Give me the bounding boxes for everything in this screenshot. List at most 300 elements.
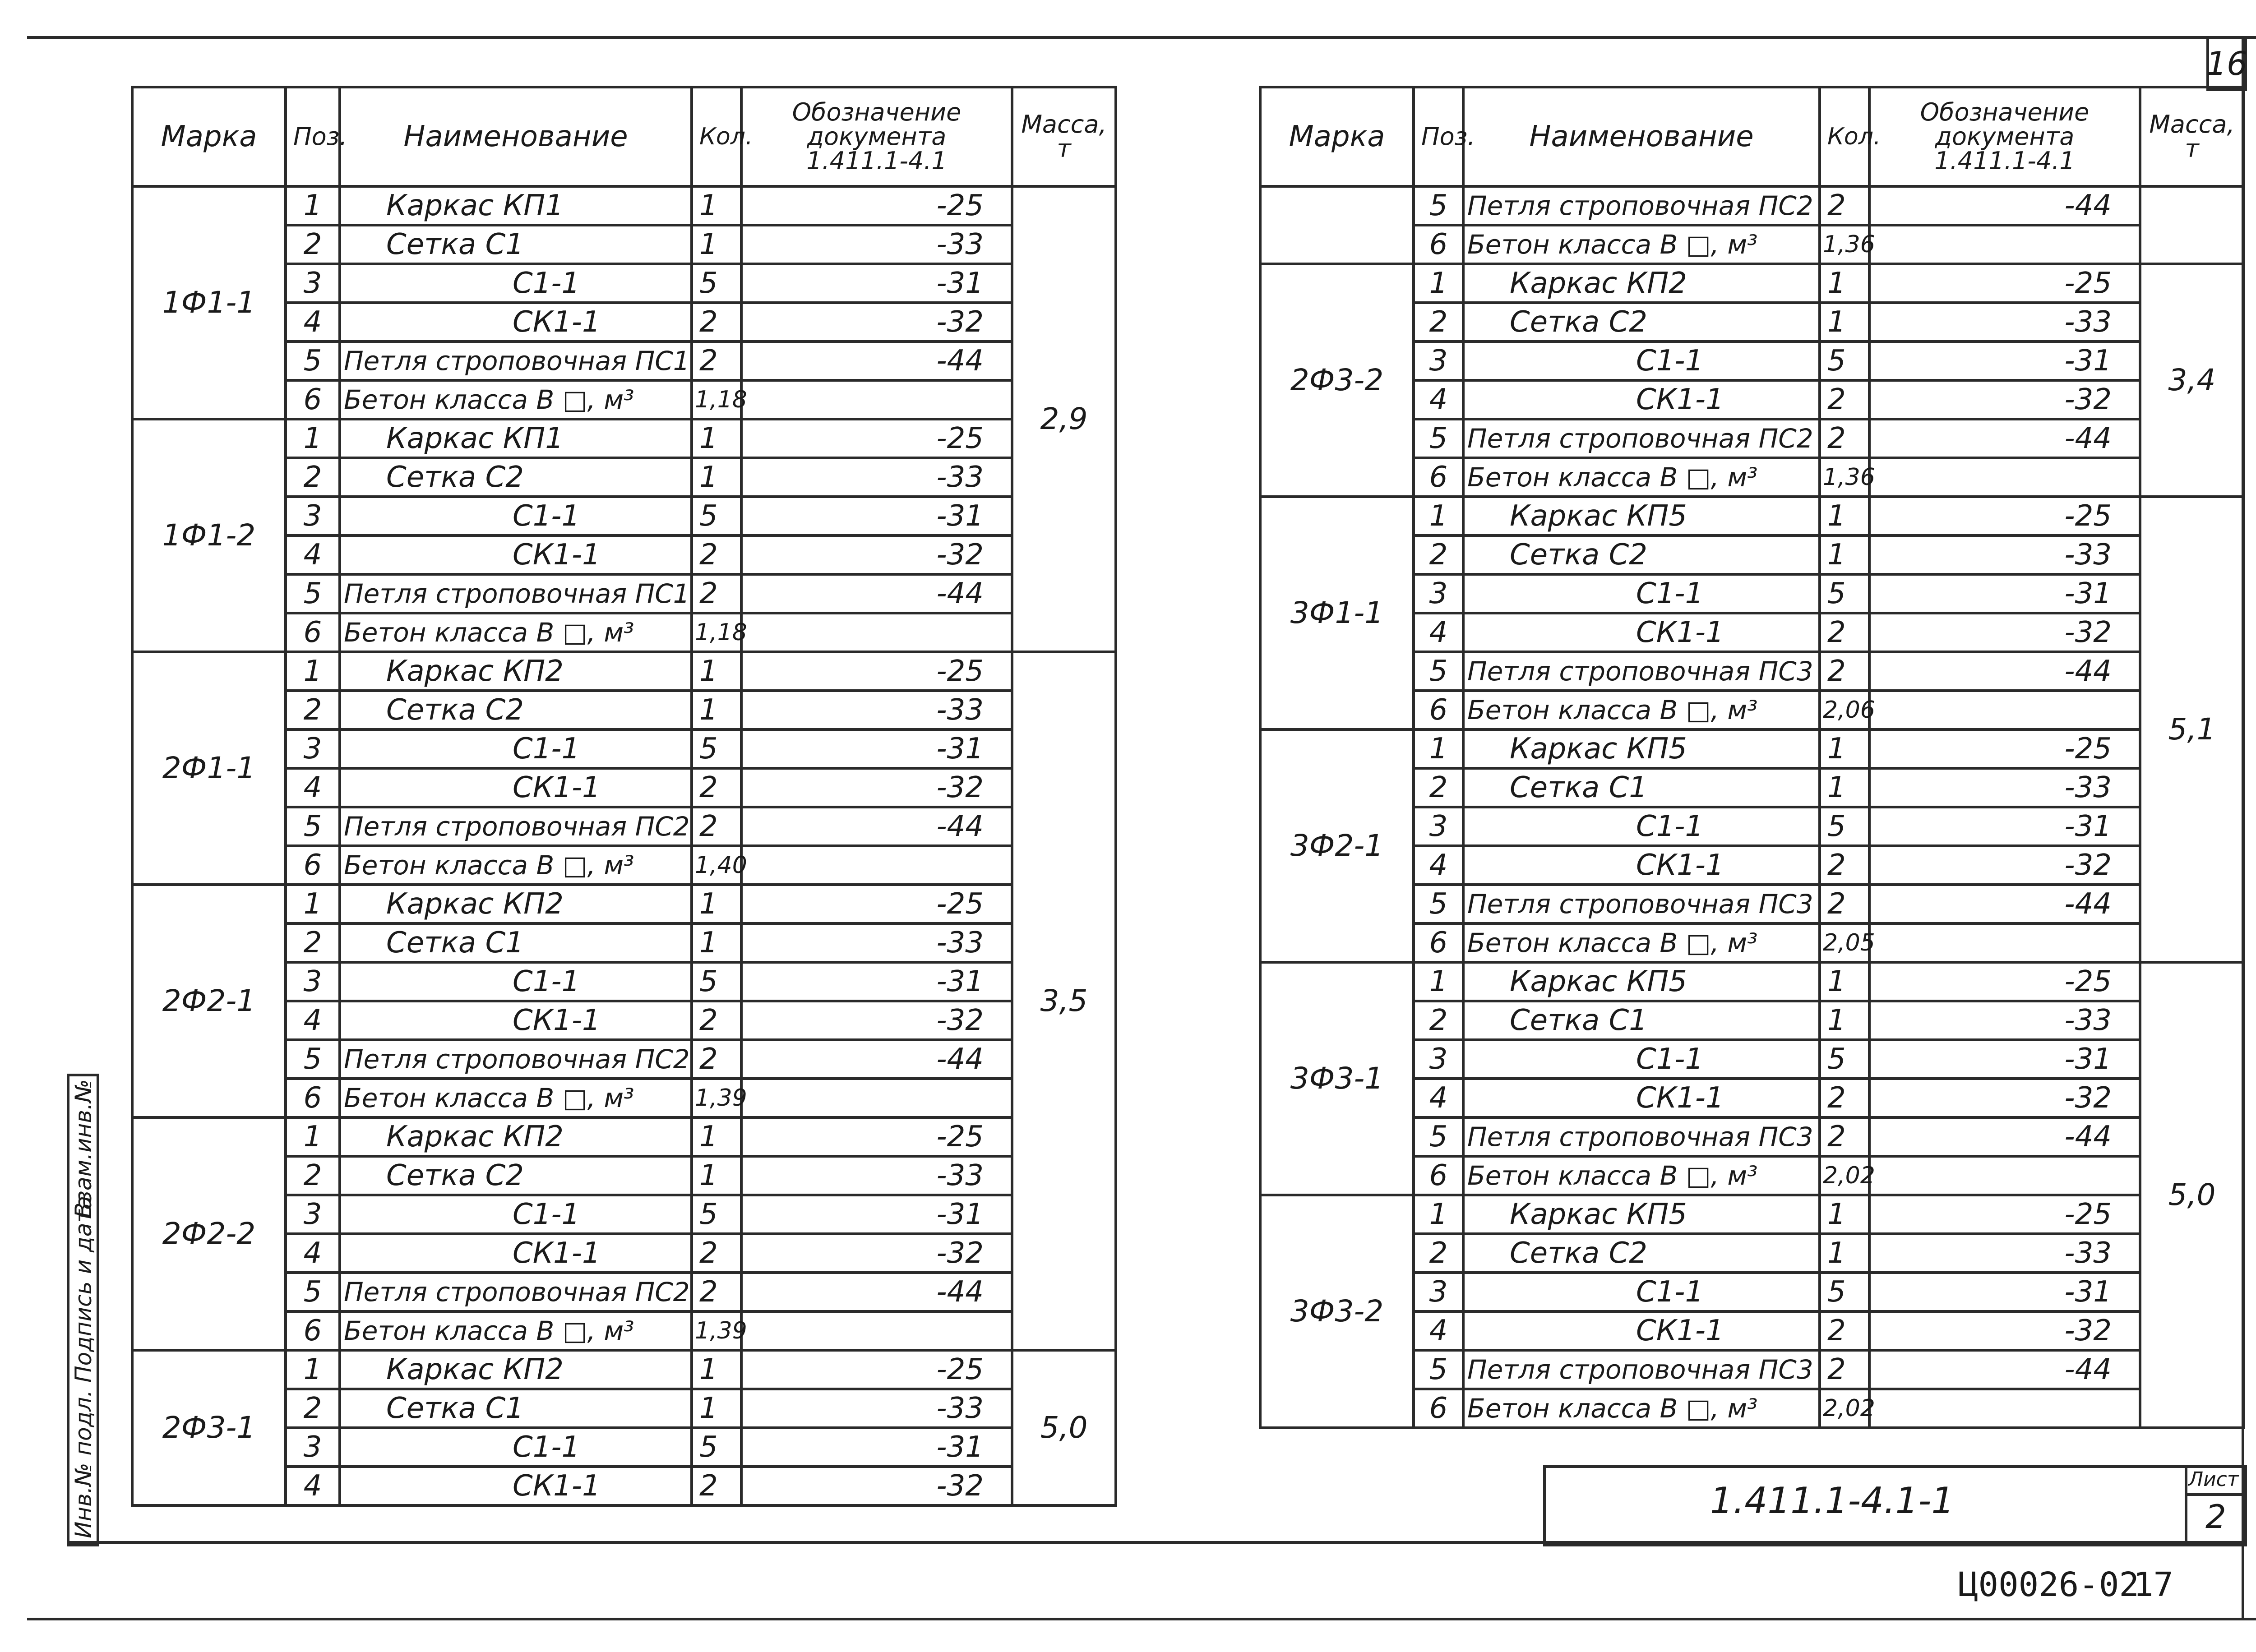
- top-frame-line: [27, 36, 2256, 39]
- position-cell: 5: [286, 1273, 340, 1311]
- quantity-cell: 2,06: [1820, 691, 1869, 729]
- designation-cell: -33: [1869, 1234, 2140, 1273]
- designation-cell: -33: [1869, 1001, 2140, 1040]
- quantity-cell: 1,40: [692, 846, 741, 885]
- designation-cell: -25: [1869, 962, 2140, 1001]
- quantity-cell: 1: [692, 691, 741, 729]
- position-cell: 6: [1414, 225, 1463, 264]
- quantity-cell: 1: [692, 652, 741, 691]
- name-cell: С1-1: [340, 1195, 692, 1234]
- designation-cell: -33: [741, 1156, 1012, 1195]
- designation-cell: -32: [741, 1234, 1012, 1273]
- designation-cell: -25: [741, 652, 1012, 691]
- position-cell: 6: [1414, 691, 1463, 729]
- position-cell: 4: [1414, 846, 1463, 885]
- position-cell: 5: [1414, 1117, 1463, 1156]
- name-cell: С1-1: [340, 497, 692, 535]
- header-oboz: [1869, 87, 2140, 186]
- position-cell: 3: [1414, 1040, 1463, 1079]
- position-cell: 4: [286, 535, 340, 574]
- table-row: [132, 885, 1116, 923]
- quantity-cell: 1: [1820, 303, 1869, 341]
- table-row: [132, 419, 1116, 458]
- header-marka: Марка: [1260, 87, 1414, 186]
- name-cell: С1-1: [340, 1428, 692, 1467]
- position-cell: 6: [1414, 1389, 1463, 1428]
- table-row: [1260, 497, 2244, 535]
- quantity-cell: 1: [692, 1350, 741, 1389]
- quantity-cell: 1: [1820, 264, 1869, 303]
- left-table-header: [132, 87, 1116, 186]
- name-cell: СК1-1: [340, 535, 692, 574]
- quantity-cell: 1: [692, 186, 741, 225]
- designation-cell: -33: [741, 458, 1012, 497]
- name-cell: СК1-1: [1463, 1311, 1820, 1350]
- mass-cell: 5,0: [2140, 962, 2244, 1428]
- position-cell: 2: [286, 1389, 340, 1428]
- left-table-body: [132, 186, 1116, 1505]
- header-pos: Поз.: [1414, 87, 1463, 186]
- quantity-cell: 2: [1820, 1311, 1869, 1350]
- name-cell: СК1-1: [1463, 1079, 1820, 1117]
- designation-cell: -44: [1869, 1117, 2140, 1156]
- designation-cell: -33: [741, 923, 1012, 962]
- name-cell: Каркас КП5: [1463, 497, 1820, 535]
- archive-page: 17: [2133, 1565, 2174, 1604]
- name-cell: Каркас КП5: [1463, 962, 1820, 1001]
- header-mass: [2140, 87, 2244, 186]
- quantity-cell: 5: [1820, 1273, 1869, 1311]
- position-cell: 3: [1414, 807, 1463, 846]
- position-cell: 2: [1414, 1001, 1463, 1040]
- designation-cell: [741, 1079, 1012, 1117]
- designation-cell: -33: [1869, 303, 2140, 341]
- designation-cell: -31: [741, 1195, 1012, 1234]
- quantity-cell: 1,36: [1820, 458, 1869, 497]
- position-cell: 2: [286, 691, 340, 729]
- header-name: Наименование: [340, 87, 692, 186]
- name-cell: Сетка С2: [1463, 303, 1820, 341]
- position-cell: 6: [286, 1079, 340, 1117]
- name-cell: С1-1: [1463, 574, 1820, 613]
- position-cell: 5: [1414, 186, 1463, 225]
- right-table-header: [1260, 87, 2244, 186]
- list-cell-divider: [2185, 1493, 2242, 1496]
- quantity-cell: 1: [692, 1117, 741, 1156]
- position-cell: 1: [286, 1117, 340, 1156]
- designation-cell: [1869, 1156, 2140, 1195]
- designation-cell: -25: [1869, 729, 2140, 768]
- quantity-cell: 1: [692, 225, 741, 264]
- name-cell: Бетон класса В □, м³: [340, 380, 692, 419]
- designation-cell: -31: [741, 729, 1012, 768]
- quantity-cell: 2: [1820, 1350, 1869, 1389]
- name-cell: Бетон класса В □, м³: [340, 1079, 692, 1117]
- designation-cell: [741, 613, 1012, 652]
- position-cell: 4: [286, 1234, 340, 1273]
- name-cell: СК1-1: [1463, 846, 1820, 885]
- header-oboz-line2: документа: [807, 122, 947, 151]
- quantity-cell: 2,02: [1820, 1389, 1869, 1428]
- header-kol: Кол.: [692, 87, 741, 186]
- quantity-cell: 2: [1820, 186, 1869, 225]
- name-cell: Петля строповочная ПС3: [1463, 1117, 1820, 1156]
- quantity-cell: 5: [1820, 341, 1869, 380]
- name-cell: СК1-1: [1463, 380, 1820, 419]
- header-mass-line1: Масса,: [2149, 110, 2235, 138]
- position-cell: 3: [286, 264, 340, 303]
- header-mass-line2: т: [1057, 134, 1071, 163]
- marka-cell: 1Ф1-1: [132, 186, 286, 419]
- position-cell: 4: [286, 1001, 340, 1040]
- mass-cell: 5,1: [2140, 497, 2244, 962]
- name-cell: Каркас КП2: [1463, 264, 1820, 303]
- designation-cell: -44: [1869, 419, 2140, 458]
- name-cell: Сетка С2: [340, 1156, 692, 1195]
- position-cell: 1: [1414, 962, 1463, 1001]
- marka-cell: 3Ф2-1: [1260, 729, 1414, 962]
- position-cell: 3: [286, 1428, 340, 1467]
- marka-cell: 3Ф1-1: [1260, 497, 1414, 729]
- quantity-cell: 2: [1820, 885, 1869, 923]
- side-label-replace: Взам.инв.№: [70, 1079, 97, 1218]
- position-cell: 5: [1414, 1350, 1463, 1389]
- name-cell: Каркас КП2: [340, 1117, 692, 1156]
- name-cell: Петля строповочная ПС1: [340, 341, 692, 380]
- table-row: [132, 1117, 1116, 1156]
- quantity-cell: 2: [692, 1040, 741, 1079]
- sheet-number: 16: [2206, 45, 2247, 83]
- quantity-cell: 1: [692, 1389, 741, 1428]
- quantity-cell: 1: [1820, 729, 1869, 768]
- bottom-frame-line: [27, 1618, 2256, 1620]
- marka-cell: 2Ф2-2: [132, 1117, 286, 1350]
- position-cell: 5: [286, 807, 340, 846]
- side-label-signature: Подпись и дата: [70, 1195, 97, 1383]
- name-cell: Каркас КП5: [1463, 1195, 1820, 1234]
- mass-cell: 2,9: [1012, 186, 1116, 652]
- right-table-body: [1260, 186, 2244, 1428]
- position-cell: 2: [286, 923, 340, 962]
- quantity-cell: 2: [1820, 1117, 1869, 1156]
- quantity-cell: 2: [1820, 380, 1869, 419]
- quantity-cell: 1: [1820, 962, 1869, 1001]
- position-cell: 6: [286, 380, 340, 419]
- name-cell: Сетка С2: [1463, 1234, 1820, 1273]
- position-cell: 3: [1414, 341, 1463, 380]
- marka-cell: 1Ф1-2: [132, 419, 286, 652]
- name-cell: СК1-1: [340, 1467, 692, 1505]
- designation-cell: -31: [1869, 807, 2140, 846]
- designation-cell: -25: [1869, 1195, 2140, 1234]
- mass-cell: 3,5: [1012, 652, 1116, 1350]
- quantity-cell: 1: [692, 1156, 741, 1195]
- name-cell: С1-1: [340, 729, 692, 768]
- position-cell: 3: [1414, 574, 1463, 613]
- header-oboz-line3: 1.411.1-4.1: [1934, 147, 2075, 175]
- designation-cell: -44: [741, 1040, 1012, 1079]
- position-cell: 3: [286, 1195, 340, 1234]
- header-oboz-line1: Обозначение: [1920, 98, 2090, 126]
- quantity-cell: 5: [692, 962, 741, 1001]
- position-cell: 5: [286, 341, 340, 380]
- mass-cell: [2140, 186, 2244, 264]
- name-cell: Петля строповочная ПС2: [340, 1273, 692, 1311]
- name-cell: Сетка С2: [340, 691, 692, 729]
- table-row: [1260, 264, 2244, 303]
- name-cell: С1-1: [340, 962, 692, 1001]
- quantity-cell: 5: [692, 264, 741, 303]
- mass-cell: 3,4: [2140, 264, 2244, 497]
- position-cell: 1: [1414, 497, 1463, 535]
- name-cell: Бетон класса В □, м³: [1463, 458, 1820, 497]
- header-kol: Кол.: [1820, 87, 1869, 186]
- quantity-cell: 1: [1820, 1195, 1869, 1234]
- quantity-cell: 2: [692, 1001, 741, 1040]
- name-cell: С1-1: [1463, 1040, 1820, 1079]
- designation-cell: -44: [1869, 186, 2140, 225]
- designation-cell: -32: [1869, 1311, 2140, 1350]
- name-cell: Петля строповочная ПС3: [1463, 1350, 1820, 1389]
- quantity-cell: 2: [692, 807, 741, 846]
- position-cell: 1: [1414, 264, 1463, 303]
- position-cell: 5: [1414, 885, 1463, 923]
- designation-cell: [1869, 1389, 2140, 1428]
- marka-cell: 2Ф3-2: [1260, 264, 1414, 497]
- name-cell: С1-1: [340, 264, 692, 303]
- header-oboz: [741, 87, 1012, 186]
- name-cell: Петля строповочная ПС2: [340, 1040, 692, 1079]
- name-cell: Сетка С2: [1463, 535, 1820, 574]
- name-cell: Каркас КП1: [340, 186, 692, 225]
- designation-cell: -25: [741, 1350, 1012, 1389]
- document-code: 1.411.1-4.1-1: [1710, 1480, 1955, 1522]
- designation-cell: -44: [1869, 652, 2140, 691]
- mass-cell: 5,0: [1012, 1350, 1116, 1505]
- name-cell: Сетка С1: [340, 923, 692, 962]
- name-cell: С1-1: [1463, 807, 1820, 846]
- quantity-cell: 1,39: [692, 1311, 741, 1350]
- quantity-cell: 2: [692, 1273, 741, 1311]
- designation-cell: -44: [741, 341, 1012, 380]
- designation-cell: -25: [741, 186, 1012, 225]
- marka-cell: 2Ф1-1: [132, 652, 286, 885]
- position-cell: 4: [286, 768, 340, 807]
- quantity-cell: 2: [692, 574, 741, 613]
- designation-cell: -31: [1869, 574, 2140, 613]
- name-cell: Бетон класса В □, м³: [1463, 691, 1820, 729]
- marka-cell: 2Ф3-1: [132, 1350, 286, 1505]
- designation-cell: -25: [741, 885, 1012, 923]
- quantity-cell: 1: [692, 419, 741, 458]
- quantity-cell: 5: [1820, 807, 1869, 846]
- name-cell: Бетон класса В □, м³: [1463, 1156, 1820, 1195]
- quantity-cell: 1: [1820, 497, 1869, 535]
- designation-cell: -25: [741, 1117, 1012, 1156]
- name-cell: Каркас КП1: [340, 419, 692, 458]
- name-cell: Сетка С1: [1463, 1001, 1820, 1040]
- table-row: [1260, 1195, 2244, 1234]
- designation-cell: -32: [1869, 1079, 2140, 1117]
- quantity-cell: 2: [692, 1467, 741, 1505]
- position-cell: 6: [1414, 458, 1463, 497]
- quantity-cell: 1,39: [692, 1079, 741, 1117]
- position-cell: 1: [1414, 729, 1463, 768]
- position-cell: 3: [1414, 1273, 1463, 1311]
- quantity-cell: 2: [692, 768, 741, 807]
- name-cell: Бетон класса В □, м³: [1463, 1389, 1820, 1428]
- designation-cell: -44: [1869, 1350, 2140, 1389]
- designation-cell: -33: [741, 225, 1012, 264]
- table-row: [132, 652, 1116, 691]
- marka-cell: 3Ф3-2: [1260, 1195, 1414, 1428]
- name-cell: Сетка С1: [340, 225, 692, 264]
- position-cell: 1: [286, 419, 340, 458]
- name-cell: Петля строповочная ПС3: [1463, 652, 1820, 691]
- quantity-cell: 2: [1820, 1079, 1869, 1117]
- designation-cell: [1869, 458, 2140, 497]
- position-cell: 2: [286, 225, 340, 264]
- sheet-number-box: [2206, 36, 2247, 91]
- designation-cell: -32: [741, 1467, 1012, 1505]
- position-cell: 6: [1414, 923, 1463, 962]
- designation-cell: -32: [741, 1001, 1012, 1040]
- name-cell: С1-1: [1463, 341, 1820, 380]
- header-mass-line2: т: [2185, 134, 2199, 163]
- quantity-cell: 2: [692, 303, 741, 341]
- designation-cell: [1869, 225, 2140, 264]
- position-cell: 2: [286, 458, 340, 497]
- position-cell: 5: [1414, 652, 1463, 691]
- quantity-cell: 1: [1820, 768, 1869, 807]
- marka-cell: 3Ф3-1: [1260, 962, 1414, 1195]
- name-cell: Бетон класса В □, м³: [1463, 923, 1820, 962]
- position-cell: 4: [286, 1467, 340, 1505]
- designation-cell: -25: [1869, 264, 2140, 303]
- name-cell: Бетон класса В □, м³: [1463, 225, 1820, 264]
- position-cell: 3: [286, 962, 340, 1001]
- quantity-cell: 2: [692, 1234, 741, 1273]
- name-cell: СК1-1: [340, 303, 692, 341]
- name-cell: С1-1: [1463, 1273, 1820, 1311]
- name-cell: Петля строповочная ПС1: [340, 574, 692, 613]
- right-spec-table: [1259, 86, 2245, 1429]
- name-cell: Бетон класса В □, м³: [340, 613, 692, 652]
- quantity-cell: 1,18: [692, 613, 741, 652]
- designation-cell: -32: [1869, 613, 2140, 652]
- name-cell: Петля строповочная ПС3: [1463, 885, 1820, 923]
- designation-cell: -44: [1869, 885, 2140, 923]
- table-row: [1260, 186, 2244, 225]
- name-cell: Каркас КП5: [1463, 729, 1820, 768]
- name-cell: Петля строповочная ПС2: [340, 807, 692, 846]
- header-marka: Марка: [132, 87, 286, 186]
- position-cell: 3: [286, 497, 340, 535]
- designation-cell: -33: [1869, 768, 2140, 807]
- name-cell: Каркас КП2: [340, 885, 692, 923]
- quantity-cell: 2: [1820, 613, 1869, 652]
- quantity-cell: 2: [1820, 846, 1869, 885]
- designation-cell: -32: [1869, 380, 2140, 419]
- header-oboz-line1: Обозначение: [792, 98, 962, 126]
- position-cell: 4: [1414, 1079, 1463, 1117]
- position-cell: 6: [286, 846, 340, 885]
- marka-cell: [1260, 186, 1414, 264]
- quantity-cell: 5: [692, 497, 741, 535]
- designation-cell: -32: [741, 535, 1012, 574]
- header-mass: [1012, 87, 1116, 186]
- quantity-cell: 1: [692, 923, 741, 962]
- header-oboz-line3: 1.411.1-4.1: [806, 147, 947, 175]
- designation-cell: [1869, 923, 2140, 962]
- name-cell: Петля строповочная ПС2: [1463, 419, 1820, 458]
- position-cell: 4: [286, 303, 340, 341]
- name-cell: СК1-1: [340, 1001, 692, 1040]
- quantity-cell: 5: [692, 1195, 741, 1234]
- designation-cell: -32: [741, 303, 1012, 341]
- position-cell: 4: [1414, 613, 1463, 652]
- quantity-cell: 1: [692, 885, 741, 923]
- designation-cell: -25: [741, 419, 1012, 458]
- quantity-cell: 5: [692, 1428, 741, 1467]
- designation-cell: -33: [1869, 535, 2140, 574]
- quantity-cell: 1: [1820, 1234, 1869, 1273]
- position-cell: 4: [1414, 1311, 1463, 1350]
- position-cell: 2: [1414, 1234, 1463, 1273]
- designation-cell: [741, 846, 1012, 885]
- name-cell: Петля строповочная ПС2: [1463, 186, 1820, 225]
- position-cell: 6: [286, 613, 340, 652]
- header-mass-line1: Масса,: [1021, 110, 1107, 138]
- position-cell: 2: [1414, 768, 1463, 807]
- designation-cell: [741, 1311, 1012, 1350]
- position-cell: 5: [286, 574, 340, 613]
- name-cell: СК1-1: [1463, 613, 1820, 652]
- name-cell: Сетка С1: [340, 1389, 692, 1428]
- designation-cell: -44: [741, 807, 1012, 846]
- quantity-cell: 2: [1820, 419, 1869, 458]
- side-label-inv: Инв.№ подл.: [70, 1389, 97, 1538]
- quantity-cell: 5: [1820, 574, 1869, 613]
- name-cell: Бетон класса В □, м³: [340, 846, 692, 885]
- position-cell: 1: [286, 652, 340, 691]
- position-cell: 1: [286, 186, 340, 225]
- designation-cell: [1869, 691, 2140, 729]
- name-cell: СК1-1: [340, 1234, 692, 1273]
- designation-cell: -32: [1869, 846, 2140, 885]
- quantity-cell: 1: [1820, 535, 1869, 574]
- header-oboz-line2: документа: [1935, 122, 2075, 151]
- name-cell: Сетка С2: [340, 458, 692, 497]
- designation-cell: -33: [741, 1389, 1012, 1428]
- designation-cell: [741, 380, 1012, 419]
- designation-cell: -44: [741, 1273, 1012, 1311]
- position-cell: 4: [1414, 380, 1463, 419]
- designation-cell: -32: [741, 768, 1012, 807]
- quantity-cell: 1: [1820, 1001, 1869, 1040]
- designation-cell: -31: [741, 264, 1012, 303]
- designation-cell: -31: [1869, 341, 2140, 380]
- position-cell: 2: [286, 1156, 340, 1195]
- designation-cell: -25: [1869, 497, 2140, 535]
- header-name: Наименование: [1463, 87, 1820, 186]
- designation-cell: -31: [741, 1428, 1012, 1467]
- designation-cell: -31: [1869, 1273, 2140, 1311]
- table-row: [1260, 962, 2244, 1001]
- quantity-cell: 2: [692, 341, 741, 380]
- designation-cell: -33: [741, 691, 1012, 729]
- position-cell: 6: [1414, 1156, 1463, 1195]
